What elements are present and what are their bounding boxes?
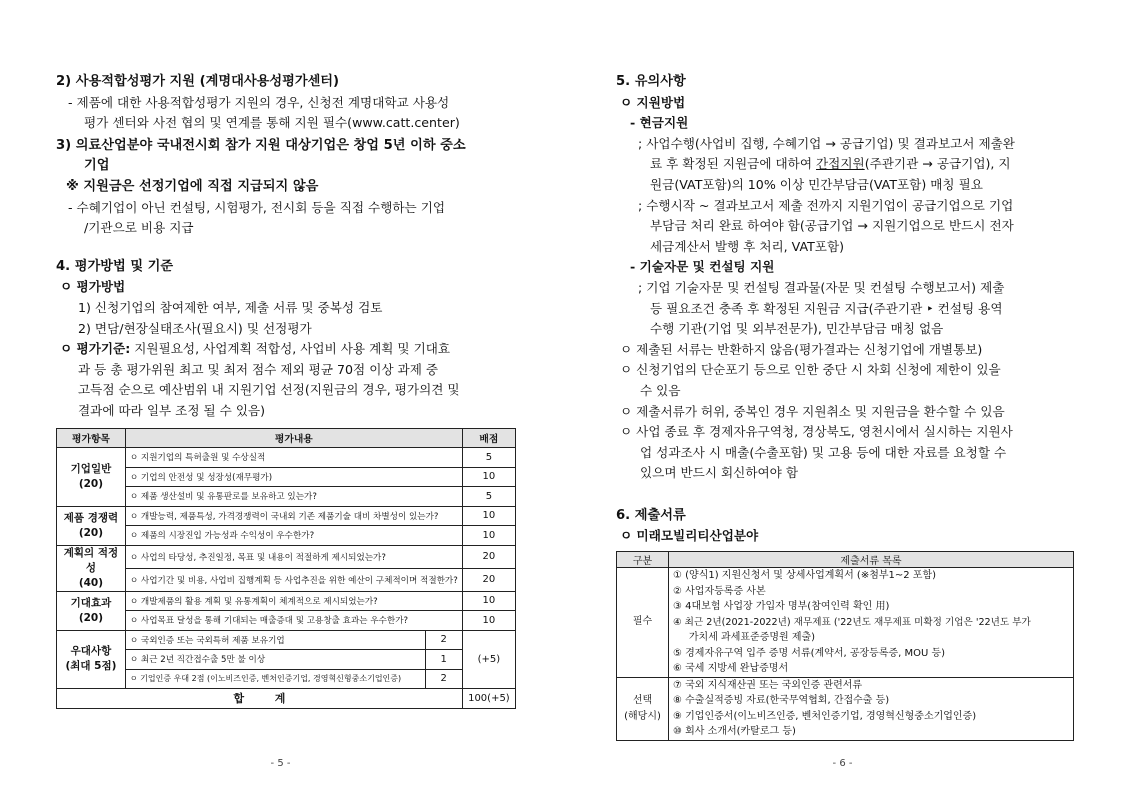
table-row (57, 545, 516, 568)
criterion: ㅇ 개발제품의 활용 계획 및 유통계획이 체계적으로 제시되었는가? (125, 591, 462, 611)
list-item: ③ 4대보험 사업장 가입자 명부(참여인력 확인 用) (673, 601, 890, 613)
criterion: ㅇ 기업인증 우대 2점 (이노비즈인증, 벤처인증기업, 경영혁신형중소기업인증) (125, 669, 425, 689)
total-value: 100(+5) (462, 689, 515, 709)
table-row (57, 448, 516, 468)
total-label: 합 계 (57, 689, 463, 709)
points: 5 (462, 448, 515, 468)
list-item: ⑦ 국외 지식재산권 또는 국외인증 관련서류 (673, 679, 863, 691)
criteria-heading: ㅇ 평가기준: (60, 341, 131, 357)
table-row (57, 506, 516, 526)
cash-support-heading: - 현금지원 (630, 115, 689, 131)
table-row (617, 677, 1074, 740)
category-general: 기업일반 (20) (57, 448, 126, 507)
note-title: ※ 지원금은 선정기업에 직접 지급되지 않음 (66, 178, 319, 194)
notice-2-cont: 수 있음 (640, 382, 681, 398)
section-2-text: - 제품에 대한 사용적합성평가 지원의 경우, 신청전 계명대학교 사용성 (68, 94, 450, 110)
header-category: 구분 (617, 552, 669, 568)
points: 2 (425, 669, 462, 689)
table-header-row (57, 428, 516, 448)
tech-text-1-end: 수행 기관(기업 및 외부전문가), 민간부담금 매칭 없음 (650, 321, 944, 337)
criterion: ㅇ 제품의 시장진입 가능성과 수익성이 우수한가? (125, 526, 462, 546)
method-heading: ㅇ 평가방법 (60, 279, 126, 295)
points: 5 (462, 487, 515, 507)
required-label: 필수 (617, 568, 669, 678)
tech-text-1-cont: 등 필요조건 충족 후 확정된 지원금 지급(주관기관 ‣ 컨설팅 용역 (650, 300, 1003, 316)
cash-text-2-cont: 부담금 처리 완료 하여야 함(공급기업 → 지원기업으로 반드시 전자 (650, 218, 1014, 234)
criteria-text-3: 고득점 순으로 예산범위 내 지원기업 선정(지원금의 경우, 평가의견 및 (78, 382, 460, 398)
criteria-text: 지원필요성, 사업계획 적합성, 사업비 사용 계획 및 기대효 (130, 341, 451, 357)
criteria-text-4: 결과에 따라 일부 조정 될 수 있음) (78, 402, 266, 418)
note-text: - 수혜기업이 아닌 컨설팅, 시험평가, 전시회 등을 직접 수행하는 기업 (68, 199, 446, 215)
criteria-text-2: 과 등 총 평가위원 최고 및 최저 점수 제외 평균 70점 이상 과제 중 (78, 361, 439, 377)
page-5-content (56, 72, 516, 709)
criterion: ㅇ 제품 생산설비 및 유통판로를 보유하고 있는가? (125, 487, 462, 507)
table-row (57, 487, 516, 507)
criterion: ㅇ 사업의 타당성, 추진일정, 목표 및 내용이 적절하게 제시되었는가? (125, 545, 462, 568)
section-4-title: 4. 평가방법 및 기준 (56, 258, 174, 274)
section-2-title: 2) 사용적합성평가 지원 (계명대사용성평가센터) (56, 74, 340, 89)
cash-text-2-end: 세금계산서 발행 후 처리, VAT포함) (650, 238, 845, 254)
notice-4-end: 있으며 반드시 회신하여야 함 (640, 465, 798, 481)
section-5-title: 5. 유의사항 (616, 74, 686, 89)
category-effect: 기대효과 (20) (57, 591, 126, 630)
page-number: - 6 - (832, 758, 853, 769)
table-row (57, 669, 516, 689)
criteria-paragraph (56, 339, 516, 360)
notice-1: ㅇ 제출된 서류는 반환하지 않음(평가결과는 신청기업에 개별통보) (620, 341, 983, 357)
list-item: ⑥ 국세 지방세 완납증명서 (673, 663, 789, 675)
criterion: ㅇ 개발능력, 제품특성, 가격경쟁력이 국내외 기존 제품기술 대비 차별성이 있는가? (125, 506, 462, 526)
category-competitiveness: 제품 경쟁력 (20) (57, 506, 126, 545)
points: 10 (462, 467, 515, 487)
section-2-text-cont: 평가 센터와 사전 협의 및 연계를 통해 지원 필수(www.catt.center) (84, 115, 460, 131)
criterion: ㅇ 사업목표 달성을 통해 기대되는 매출증대 및 고용창출 효과는 우수한가? (125, 611, 462, 631)
section-3-title-cont: 기업 (84, 158, 110, 174)
required-documents (669, 568, 1074, 678)
tech-support-heading: - 기술자문 및 컨설팅 지원 (630, 259, 775, 275)
criterion: ㅇ 지원기업의 특허출원 및 수상실적 (125, 448, 462, 468)
section-3-title: 3) 의료산업분야 국내전시회 참가 지원 대상기업은 창업 5년 이하 중소 (56, 137, 466, 153)
list-item: ② 사업자등록증 사본 (673, 585, 766, 597)
points: 20 (462, 545, 515, 568)
note-text-cont: /기관으로 비용 지급 (84, 220, 194, 236)
points: 1 (425, 650, 462, 670)
table-row (57, 467, 516, 487)
page-6 (562, 0, 1123, 794)
table-row (57, 650, 516, 670)
points: 10 (462, 611, 515, 631)
section-6-title: 6. 제출서류 (616, 507, 686, 523)
list-item: ⑤ 경제자유구역 입주 증명 서류(계약서, 공장등록증, MOU 등) (673, 647, 946, 659)
cash-text-1-cont: 료 후 확정된 지원금에 대하여 간접지원(주관기관 → 공급기업), 지 (650, 156, 1011, 172)
indirect-support-term: 간접지원 (816, 156, 865, 172)
list-item: ⑩ 회사 소개서(카탈로그 등) (673, 726, 796, 738)
points: 20 (462, 568, 515, 591)
points: 2 (425, 630, 462, 650)
list-item: ⑨ 기업인증서(이노비즈인증, 벤처인증기업, 경영혁신형중소기업인증) (673, 710, 977, 722)
list-item: 가치세 과세표준증명원 제출) (673, 632, 816, 644)
page-number: - 5 - (270, 758, 291, 769)
method-item-2: 2) 면담/현장실태조사(필요시) 및 선정평가 (78, 320, 312, 336)
criterion: ㅇ 기업의 안전성 및 성장성(재무평가) (125, 467, 462, 487)
notice-4: ㅇ 사업 종료 후 경제자유구역청, 경상북도, 영천시에서 실시하는 지원사 (620, 424, 1013, 440)
cash-text-2: ; 수행시작 ~ 결과보고서 제출 전까지 지원기업이 공급기업으로 기업 (638, 197, 1014, 213)
criterion: ㅇ 국외인증 또는 국외특허 제품 보유기업 (125, 630, 425, 650)
notice-3: ㅇ 제출서류가 허위, 중복인 경우 지원취소 및 지원금을 환수할 수 있음 (620, 403, 1005, 419)
preference-total: (+5) (462, 630, 515, 689)
method-item-1: 1) 신청기업의 참여제한 여부, 제출 서류 및 중복성 검토 (78, 299, 383, 315)
cash-text-1: ; 사업수행(사업비 집행, 수혜기업 → 공급기업) 및 결과보고서 제출완 (638, 135, 1015, 151)
field-heading: ㅇ 미래모빌리티산업분야 (620, 528, 759, 544)
support-method-heading: ㅇ 지원방법 (620, 94, 686, 110)
evaluation-table (56, 428, 516, 709)
points: 10 (462, 526, 515, 546)
category-preference: 우대사항 (최대 5점) (57, 630, 126, 689)
notice-2: ㅇ 신청기업의 단순포기 등으로 인한 중단 시 차회 신청에 제한이 있을 (620, 362, 1001, 378)
tech-text-1: ; 기업 기술자문 및 컨설팅 결과물(자문 및 컨설팅 수행보고서) 제출 (638, 279, 1005, 295)
page-6-content (616, 72, 1074, 741)
cash-text-1-end: 원금(VAT포함)의 10% 이상 민간부담금(VAT포함) 매칭 필요 (650, 176, 983, 192)
optional-label: 선택 (해당시) (617, 677, 669, 740)
points: 10 (462, 506, 515, 526)
header-points: 배점 (462, 428, 515, 448)
notice-4-cont: 업 성과조사 시 매출(수출포함) 및 고용 등에 대한 자료를 요청할 수 (640, 444, 1007, 460)
table-total-row (57, 689, 516, 709)
list-item: ⑧ 수출실적증빙 자료(한국무역협회, 간접수출 등) (673, 695, 890, 707)
criterion: ㅇ 최근 2년 직간접수출 5만 불 이상 (125, 650, 425, 670)
header-item: 평가항목 (57, 428, 126, 448)
table-header-row (617, 552, 1074, 568)
table-row (57, 611, 516, 631)
header-documents: 제출서류 목록 (669, 552, 1074, 568)
table-row (57, 568, 516, 591)
optional-documents (669, 677, 1074, 740)
table-row (57, 630, 516, 650)
points: 10 (462, 591, 515, 611)
criterion: ㅇ 사업기간 및 비용, 사업비 집행계획 등 사업추진을 위한 예산이 구체적이며 적절한가? (125, 568, 462, 591)
documents-table (616, 551, 1074, 741)
list-item: ④ 최근 2년(2021-2022년) 재무제표 ('22년도 재무제표 미확정 기업은 '22년도 부가 (673, 616, 1031, 628)
category-plan: 계획의 적정성 (40) (57, 545, 126, 591)
table-row (57, 526, 516, 546)
table-row (57, 591, 516, 611)
list-item: ① (양식1) 지원신청서 및 상세사업계획서 (※첨부1~2 포함) (673, 570, 937, 582)
header-content: 평가내용 (125, 428, 462, 448)
page-5 (0, 0, 561, 794)
table-row (617, 568, 1074, 678)
